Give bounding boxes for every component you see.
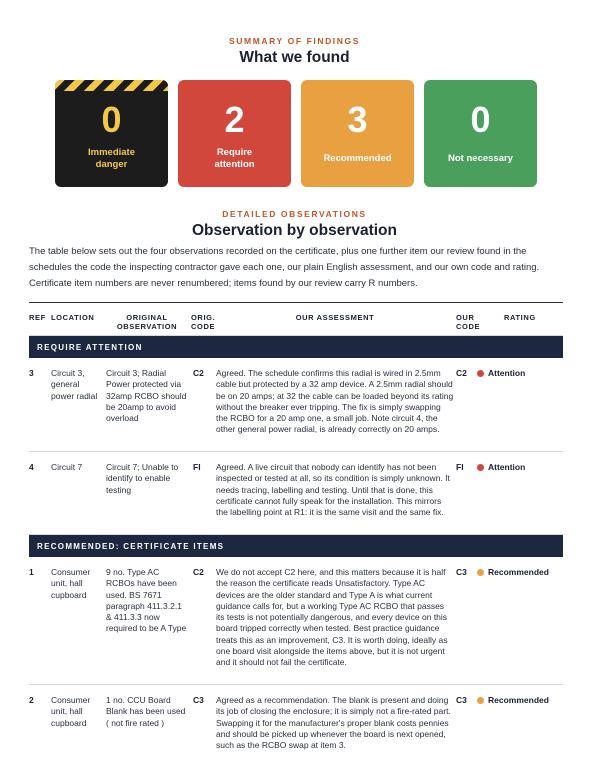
cell-rating <box>477 567 567 578</box>
cell-rating <box>477 695 567 706</box>
card-count: 0 <box>101 99 122 140</box>
rating-dot-icon <box>477 370 484 377</box>
cell-original: Circuit 7; Unable to identify to enable testing <box>106 462 179 495</box>
cell-assessment: Agreed. The schedule confirms this radial is wired in 2.5mm cable but protected by a 32 amp device. A 2.5mm radial should be on 20 amps; at 32 the cable can be loaded beyond its rating without the breaker ever tripping. The fix is simply swapping the RCBO for a 20 amp one, a small job. Note circuit 4, the other general power radial, is already correctly on 20 amps. <box>216 368 454 435</box>
card-count: 2 <box>224 99 245 140</box>
header-rating: RATING <box>504 313 536 322</box>
header-orig-code: ORIG. CODE <box>191 313 216 331</box>
rating-label: Attention <box>488 462 526 472</box>
card-count: 3 <box>347 99 368 140</box>
card-label: Recommended <box>323 153 392 164</box>
cell-orig-code: C2 <box>193 567 204 577</box>
header-assessment: OUR ASSESSMENT <box>295 313 375 322</box>
hazard-stripe <box>55 80 168 91</box>
cell-ref: 1 <box>29 567 34 577</box>
card-require-attention <box>178 80 291 187</box>
card-label: Immediate danger <box>88 147 135 170</box>
cell-rating <box>477 462 567 473</box>
cell-ref: 2 <box>29 695 34 705</box>
cell-our-code: C3 <box>456 567 467 577</box>
summary-cards <box>55 80 536 187</box>
detailed-eyebrow: DETAILED OBSERVATIONS <box>222 209 367 219</box>
detailed-title: Observation by observation <box>192 222 397 239</box>
cell-orig-code: C2 <box>193 368 204 378</box>
table-row <box>29 452 563 535</box>
intro-paragraph: The table below sets out the four observations recorded on the certificate, plus one further item our review found in the schedules the code the inspecting contractor gave each one, our plain English assessment, and our own code and rating. Certificate item numbers are never renumbered; items found by our review carry R numbers. <box>29 246 540 289</box>
cell-location: Circuit 7 <box>51 462 83 472</box>
table-row <box>29 557 563 685</box>
rating-label: Recommended <box>488 695 549 705</box>
table-row <box>29 685 563 767</box>
card-immediate-danger <box>55 80 168 187</box>
cell-our-code: FI <box>456 462 464 472</box>
header-original: ORIGINAL OBSERVATION <box>116 313 178 331</box>
header-ref: REF <box>29 313 46 322</box>
table-header <box>29 303 563 336</box>
header-our-code: OUR CODE <box>456 313 481 331</box>
observations-table <box>29 302 563 767</box>
cell-assessment: Agreed. A live circuit that nobody can identify has not been inspected or tested at all, so its condition is simply unknown. It needs tracing, labelling and testing. Until that is done, this certificate cannot fully speak for the installation. This mirrors the labelling point at R1: it is the same visit and the same fix. <box>216 462 450 518</box>
rating-dot-icon <box>477 464 484 471</box>
cell-rating <box>477 368 567 379</box>
section-require-attention: REQUIRE ATTENTION <box>29 336 563 358</box>
rating-dot-icon <box>477 569 484 576</box>
cell-ref: 4 <box>29 462 34 472</box>
card-count: 0 <box>470 99 491 140</box>
rating-label: Recommended <box>488 567 549 577</box>
cell-orig-code: C3 <box>193 695 204 705</box>
cell-ref: 3 <box>29 368 34 378</box>
cell-location: Circuit 3, general power radial <box>51 368 98 401</box>
card-not-necessary <box>424 80 537 187</box>
summary-eyebrow: SUMMARY OF FINDINGS <box>229 36 360 46</box>
cell-assessment: Agreed as a recommendation. The blank is present and doing its job of closing the enclosure; it is simply not a fire-rated part. Swapping it for the manufacturer's proper blank costs pennies and should be picked up whenever the board is next opened, such as the RCBO swap at item 3. <box>216 695 451 751</box>
cell-orig-code: FI <box>193 462 201 472</box>
cell-original: 9 no. Type AC RCBOs have been used. BS 7671 paragraph 411.3.2.1 & 411.3.3 now required to be A Type <box>106 567 187 634</box>
header-location: LOCATION <box>51 313 95 322</box>
cell-location: Consumer unit, hall cupboard <box>51 695 91 728</box>
cell-assessment: We do not accept C2 here, and this matters because it is half the reason the certificate reads Unsatisfactory. Type AC devices are the older standard and Type A is what current guidance calls for, but a working Type AC RCBO that passes its tests is not potentially dangerous, and every device on this board tripped correctly when tested. Best practice guidance treats this as an improvement, C3. It is worth doing, ideally as one board visit alongside the items above, but it is not urgent and it should not fail the certificate. <box>216 567 448 668</box>
rating-dot-icon <box>477 697 484 704</box>
card-label: Require attention <box>214 147 255 170</box>
card-recommended <box>301 80 414 187</box>
cell-our-code: C2 <box>456 368 467 378</box>
summary-title: What we found <box>239 49 350 66</box>
cell-location: Consumer unit, hall cupboard <box>51 567 91 600</box>
cell-original: 1 no. CCU Board Blank has been used ( not fire rated ) <box>106 695 186 728</box>
rating-label: Attention <box>488 368 526 378</box>
cell-our-code: C3 <box>456 695 467 705</box>
card-label: Not necessary <box>448 153 513 164</box>
table-row <box>29 358 563 452</box>
section-recommended: RECOMMENDED: CERTIFICATE ITEMS <box>29 535 563 557</box>
cell-original: Circuit 3; Radial Power protected via 32amp RCBO should be 20amp to avoid overload <box>106 368 187 424</box>
